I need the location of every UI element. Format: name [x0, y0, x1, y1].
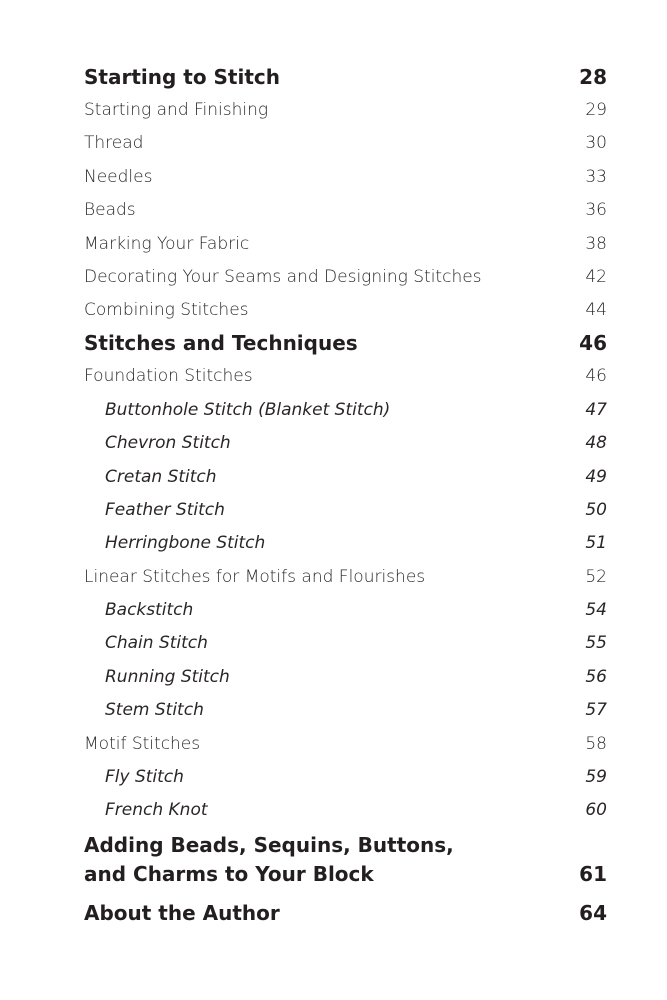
toc-section-stitches-and-techniques[interactable] [84, 331, 607, 355]
toc-page-number: 33 [585, 166, 607, 187]
toc-page-number: 29 [585, 100, 607, 120]
toc-subentry-title: Cretan Stitch [105, 466, 217, 487]
toc-entry-title: Starting and Finishing [84, 100, 269, 120]
toc-subentry[interactable] [84, 667, 607, 687]
toc-section-adding-beads[interactable] [84, 831, 607, 889]
toc-page-number: 58 [585, 733, 607, 754]
toc-page-number: 50 [585, 499, 607, 520]
toc-entry-title: Marking Your Fabric [84, 233, 250, 254]
toc-entry[interactable] [84, 133, 607, 153]
toc-subentry-title: Fly Stitch [105, 767, 184, 788]
toc-subentry[interactable] [84, 800, 607, 820]
toc-section-title-line1: Adding Beads, Sequins, Buttons, [84, 833, 454, 858]
toc-entry-title: Needles [84, 166, 153, 187]
toc-subentry-title: Herringbone Stitch [105, 533, 266, 554]
toc-subentry[interactable] [84, 500, 607, 520]
toc-page-number: 42 [585, 266, 607, 287]
toc-entry[interactable] [84, 567, 607, 587]
toc-page-number: 47 [585, 399, 607, 420]
toc-entry-title: Decorating Your Seams and Designing Stitches [84, 266, 482, 287]
toc-entry-title: Motif Stitches [84, 733, 201, 754]
toc-entry[interactable] [84, 167, 607, 187]
toc-subentry[interactable] [84, 600, 607, 620]
toc-subentry-title: Stem Stitch [105, 700, 204, 721]
toc-subentry-title: Buttonhole Stitch (Blanket Stitch) [105, 399, 391, 420]
toc-page-number: 57 [585, 700, 607, 721]
toc-page-number: 56 [585, 666, 607, 687]
toc-entry[interactable] [84, 200, 607, 220]
toc-section-about-the-author[interactable] [84, 901, 607, 925]
toc-page-number: 48 [585, 433, 607, 454]
toc-page-number: 38 [585, 233, 607, 254]
toc-entry[interactable] [84, 234, 607, 254]
toc-page-number: 51 [585, 533, 607, 554]
toc-page-number: 46 [579, 331, 607, 356]
toc-page-number: 44 [585, 300, 607, 321]
toc-entry[interactable] [84, 267, 607, 287]
toc-section-title: About the Author [84, 901, 280, 926]
toc-entry[interactable] [84, 100, 607, 120]
toc-page-number: 30 [585, 133, 607, 154]
toc-page-number: 54 [585, 600, 607, 621]
toc-subentry[interactable] [84, 700, 607, 720]
toc-section-title-line2: and Charms to Your Block [84, 862, 374, 887]
toc-page-number: 36 [585, 200, 607, 221]
toc-subentry-title: Chevron Stitch [105, 433, 231, 454]
toc-subentry[interactable] [84, 633, 607, 653]
toc-entry-title: Beads [84, 200, 136, 221]
toc-subentry-title: Feather Stitch [105, 499, 225, 520]
toc-subentry-title: Backstitch [105, 600, 194, 621]
toc-subentry[interactable] [84, 433, 607, 453]
toc-subentry[interactable] [84, 533, 607, 553]
toc-subentry[interactable] [84, 767, 607, 787]
toc-page-number: 46 [585, 366, 607, 387]
toc-entry[interactable] [84, 366, 607, 386]
toc-subentry[interactable] [84, 467, 607, 487]
toc-page-number: 59 [585, 767, 607, 788]
toc-section-starting-to-stitch[interactable] [84, 65, 607, 89]
toc-page-number: 55 [585, 633, 607, 654]
toc-subentry[interactable] [84, 400, 607, 420]
toc-entry-title: Linear Stitches for Motifs and Flourishes [84, 566, 426, 587]
table-of-contents [84, 60, 607, 925]
toc-subentry-title: Chain Stitch [105, 633, 208, 654]
toc-subentry-title: Running Stitch [105, 666, 230, 687]
toc-section-title [84, 831, 454, 889]
toc-page-number: 52 [585, 566, 607, 587]
toc-entry-title: Thread [84, 133, 144, 154]
toc-entry-title: Combining Stitches [84, 300, 249, 321]
toc-page-number: 64 [579, 901, 607, 926]
toc-subentry-title: French Knot [105, 800, 208, 821]
toc-section-title: Stitches and Techniques [84, 331, 358, 356]
toc-page-number: 60 [585, 800, 607, 821]
toc-section-title: Starting to Stitch [84, 65, 280, 89]
toc-entry[interactable] [84, 300, 607, 320]
toc-entry[interactable] [84, 734, 607, 754]
toc-page-number: 61 [579, 862, 607, 887]
toc-page-number: 49 [585, 466, 607, 487]
toc-page-number: 28 [579, 65, 607, 89]
toc-entry-title: Foundation Stitches [84, 366, 253, 387]
